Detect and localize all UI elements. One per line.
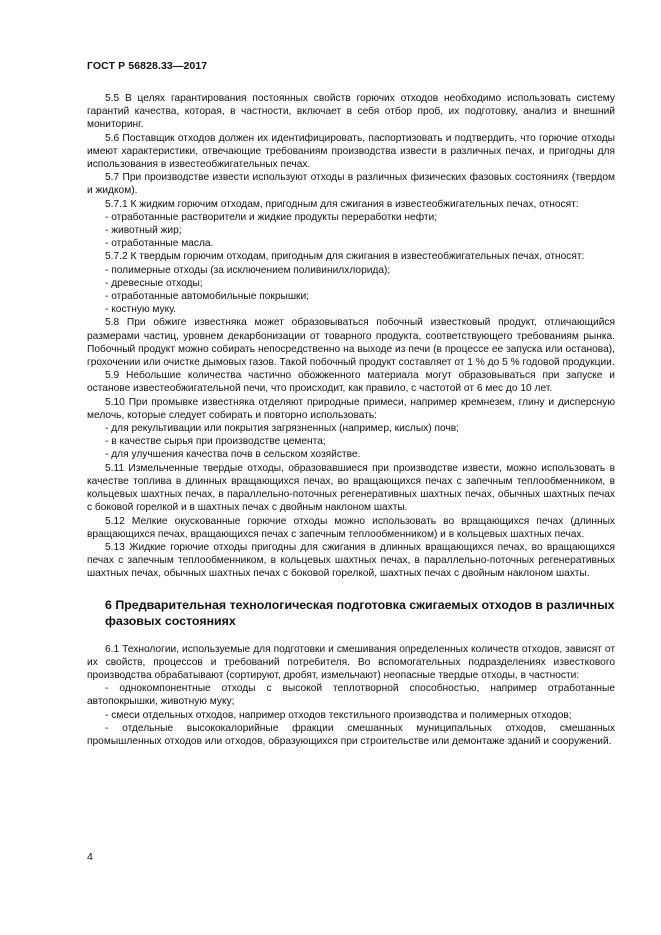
paragraph: 5.12 Мелкие окускованные горючие отходы можно использовать во вращающихся печах (длинных вращающихся печах, вращающихся печах с запечным теплообменником) и в кольцевых шахтных печах. <box>87 515 615 540</box>
section-6-title: 6 Предварительная технологическая подготовка сжигаемых отходов в различных фазовых состояниях <box>105 597 615 628</box>
document-header: ГОСТ Р 56828.33—2017 <box>87 60 208 72</box>
list-item: - отработанные автомобильные покрышки; <box>105 291 309 303</box>
paragraph: - отдельные высококалорийные фракции смешанных муниципальных отходов, смешанных промышленных отходов или отходов, образующихся при строительстве или демонтаже зданий и сооружений. <box>87 722 615 747</box>
paragraph: - однокомпонентные отходы с высокой теплотворной способностью, например отработанные автопокрышки, животную муку; <box>87 683 615 708</box>
paragraph: 5.7.2 К твердым горючим отходам, пригодным для сжигания в известеобжигательных печах, относят: <box>105 251 585 263</box>
paragraph: 5.7.1 К жидким горючим отходам, пригодным для сжигания в известеобжигательных печах, относят: <box>105 198 579 210</box>
paragraph: 5.8 При обжиге известняка может образовываться побочный известковый продукт, отличающийся размерами частиц, уровнем декарбонизации от товарного продукта, соответствующего требованиям рынка. Побочный продукт можно собирать непосредственно на выходе из печи (в процессе ее запуска или останова), грохочении или очистке дымовых газов. Такой побочный продукт составляет от 1 % до 5 % годовой продукции. <box>87 317 615 369</box>
paragraph: 5.13 Жидкие горючие отходы пригодны для сжигания в длинных вращающихся печах, во вращающихся печах с запечным теплообменником, в кольцевых шахтных печах, в параллельно-поточных регенеративных шахтных печах, обычных шахтных печах с боковой горелкой, шахтных печах с двойным наклоном шахты. <box>87 541 615 580</box>
list-item: - костную муку. <box>105 304 177 316</box>
list-item: - отработанные растворители и жидкие продукты переработки нефти; <box>105 211 438 223</box>
paragraph: 5.5 В целях гарантирования постоянных свойств горючих отходов необходимо использовать систему гарантий качества, которая, в частности, включает в себя отбор проб, их подготовку, анализ и внешний мониторинг. <box>87 93 615 131</box>
list-item: - животный жир; <box>105 225 182 237</box>
list-item: - древесные отходы; <box>105 277 203 289</box>
paragraph: 5.6 Поставщик отходов должен их идентифицировать, паспортизовать и подтвердить, что горючие отходы имеют характеристики, отвечающие требованиям производства извести в различных печах, и пригодны для использования в известеобжигательных печах. <box>87 132 615 171</box>
list-item: - отработанные масла. <box>105 238 214 250</box>
section-6-body <box>87 643 615 749</box>
paragraph: 5.10 При промывке известняка отделяют природные примеси, например кремнезем, глину и дисперсную мелочь, которые следует собирать и повторно использовать: <box>87 396 615 421</box>
paragraph: 6.1 Технологии, используемые для подготовки и смешивания определенных количеств отходов, зависят от их свойств, процессов и требований потребителя. Во вспомогательных подразделениях известкового производства обрабатывают (сортируют, дробят, измельчают) неопасные твердые отходы, в частности: <box>87 643 615 681</box>
paragraph: 5.9 Небольшие количества частично обожженного материала могут образовываться при запуске и останове известеобжигательной печи, что происходит, как правило, с частотой от 6 мес до 10 лет. <box>87 370 615 395</box>
list-item: - для улучшения качества почв в сельском хозяйстве. <box>105 449 361 461</box>
section-5-continuation <box>87 92 615 581</box>
list-item: - полимерные отходы (за исключением поливинилхлорида); <box>105 264 391 276</box>
page-number: 4 <box>87 851 93 863</box>
paragraph: - смеси отдельных отходов, например отходов текстильного производства и полимерных отходов; <box>105 709 572 721</box>
list-item: - в качестве сырья при производстве цемента; <box>105 436 326 448</box>
paragraph: 5.7 При производстве извести используют отходы в различных физических фазовых состояниях (твердом и жидком). <box>87 172 615 197</box>
paragraph: 5.11 Измельченные твердые отходы, образовавшиеся при производстве извести, можно использовать в качестве топлива в длинных вращающихся печах, во вращающихся печах с запечным теплообменником, в кольцевых шахтных печах, в параллельно-поточных регенеративных шахтных печах, обычных шахтных печах с боковой горелкой и в шахтных печах с двойным наклоном шахты. <box>87 462 615 514</box>
list-item: - для рекультивации или покрытия загрязненных (например, кислых) почв; <box>105 423 460 435</box>
document-body <box>87 92 615 748</box>
